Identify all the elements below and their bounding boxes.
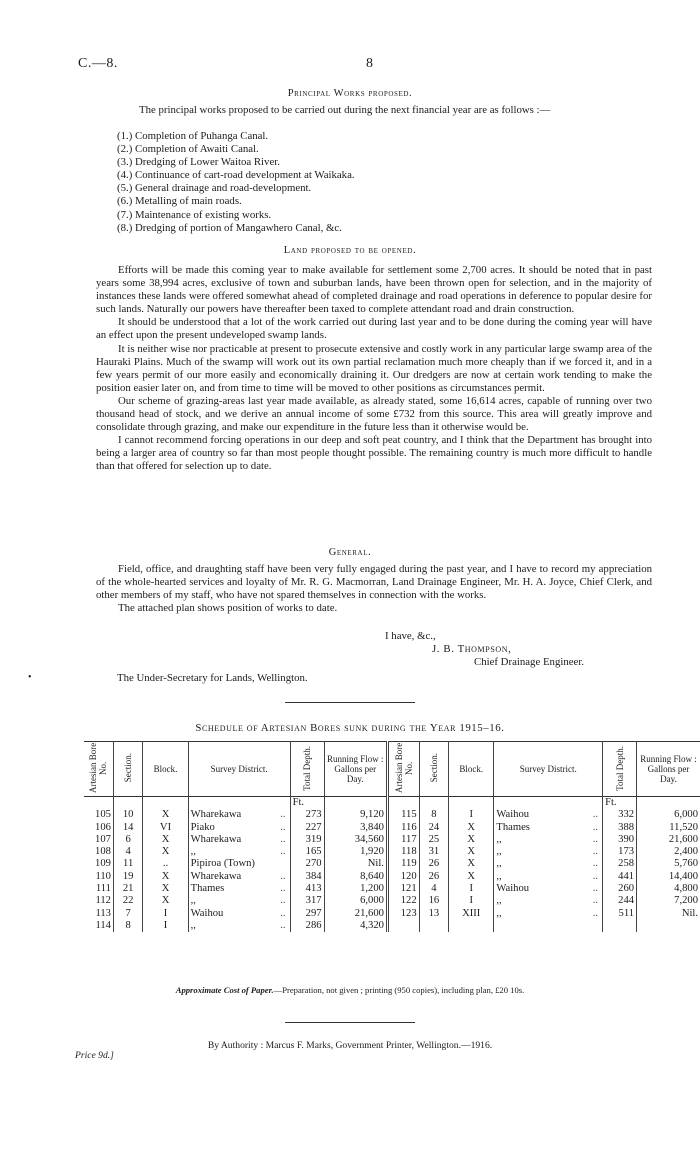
total-depth-cell: 244 [603,895,637,907]
total-depth-cell: 388 [603,822,637,834]
district-name: ,, [496,907,502,919]
district-name: ,, [496,895,502,907]
works-item: (2.) Completion of Awaiti Canal. [117,143,259,156]
col-header-depth: Total Depth. [614,745,625,791]
block-number-cell: X [143,809,188,821]
paper-cost-text: —Preparation, not given ; printing (950 copies), including plan, £20 10s. [273,985,525,995]
district-name: Wharekawa [190,809,242,821]
bore-number-cell: 113 [95,907,111,919]
table-body [84,797,700,933]
district-name: Waihou [190,907,224,919]
paper-cost-note [0,985,700,995]
district-name: ,, [496,846,502,858]
running-flow-cell: 21,600 [637,834,700,846]
total-depth-cell: 441 [603,871,637,883]
survey-district-cell [494,846,603,858]
bore-number-cell: 105 [95,809,111,821]
running-flow-cell: 1,920 [324,846,387,858]
bore-number-cell: 108 [95,846,111,858]
running-flow-cell: 9,120 [324,809,387,821]
schedule-title: Schedule of Artesian Bores sunk during the Year 1915–16. [195,722,505,734]
works-item: (7.) Maintenance of existing works. [117,208,272,221]
leader-dots: .. [280,919,286,931]
land-paragraph: It is neither wise nor practicable at present to prosecute extensive and costly work in any particular large swamp area of the Hauraki Plains. Much of the swamp will work out its own partial reclamation much more cheaply than if we forced it, and in a few years permit of our more easily and economically draining it. Our dredgers are now at certain work tending to make the position easier later on, and from time to time will be moved to other positions as circumstances permit. [96,342,652,394]
table-row [84,883,700,895]
total-depth-cell: 227 [290,822,324,834]
total-depth-cell: 390 [603,834,637,846]
section-number-cell: 8 [419,809,448,821]
running-flow-cell: 11,520 [637,822,700,834]
leader-dots: .. [592,858,599,870]
artesian-bores-table [84,741,700,932]
table-row [84,920,700,932]
survey-district-cell [188,846,290,858]
district-name: Wharekawa [190,833,242,845]
survey-district-cell [494,883,603,895]
col-header-flow: Running Flow : Gallons per Day. [637,742,700,797]
running-flow-cell: 6,000 [637,809,700,821]
total-depth-cell: 332 [603,809,637,821]
running-flow-cell: Nil. [637,908,700,920]
depth-unit: Ft. [290,797,324,810]
bore-number-cell [387,920,419,932]
bore-number-cell: 115 [387,809,419,821]
bore-number-cell: 119 [387,858,419,870]
bore-number-cell: 106 [95,821,111,833]
section-number-cell: 26 [419,858,448,870]
works-item: (5.) General drainage and road-development. [117,182,312,195]
bore-number-cell: 122 [387,895,419,907]
leader-dots: .. [592,821,599,833]
works-heading: Principal Works proposed. [287,88,413,99]
district-name: Piako [190,821,215,833]
total-depth-cell: 317 [290,895,324,907]
total-depth-cell: 258 [603,858,637,870]
section-number-cell: 16 [419,895,448,907]
leader-dots: .. [592,907,599,919]
leader-dots: .. [280,907,286,919]
survey-district-cell [494,920,603,932]
block-number-cell [449,920,494,932]
table-header-row [84,742,700,797]
col-header-depth: Total Depth. [302,745,313,791]
divider [285,702,415,703]
table-row [84,822,700,834]
general-heading: General. [328,547,372,558]
table-row [84,895,700,907]
survey-district-cell [494,822,603,834]
section-number-cell: 10 [113,809,142,821]
section-number-cell: 26 [419,871,448,883]
price: Price 9d.] [75,1050,114,1061]
survey-district-cell [188,822,290,834]
bore-number-cell: 109 [95,858,111,870]
divider [285,1022,415,1023]
table-row [84,908,700,920]
district-name: ,, [496,858,502,870]
running-flow-cell: 8,640 [324,871,387,883]
survey-district-cell [494,871,603,883]
block-number-cell: I [449,809,494,821]
bore-number-cell: 110 [95,870,111,882]
bore-number-cell: 118 [387,846,419,858]
section-number-cell: 7 [113,908,142,920]
margin-mark: • [28,672,32,683]
section-number-cell: 25 [419,834,448,846]
col-header-section: Section. [123,753,134,783]
section-number-cell: 24 [419,822,448,834]
block-number-cell: X [449,846,494,858]
survey-district-cell [188,883,290,895]
signature-closing: I have, &c., [385,630,436,642]
running-flow-cell: 14,400 [637,871,700,883]
running-flow-cell: 21,600 [324,908,387,920]
running-flow-cell: 7,200 [637,895,700,907]
district-name: Thames [190,883,225,895]
district-name: Pipiroa (Town) [190,858,255,870]
land-heading: Land proposed to be opened. [283,245,417,256]
section-number-cell: 11 [113,858,142,870]
district-name: ,, [496,870,502,882]
district-name: Waihou [496,883,530,895]
land-paragraph: Efforts will be made this coming year to make available for settlement some 2,700 acres. It should be noted that in past years some 38,994 acres, exclusive of town and suburban lands, have been thrown open for selection, and in the majority of instances these lands were offered somewhat ahead of completed drainage and road operations in deference to popular desire for such lands. Naturally our powers have thereafter been taxed to complete attendant road and drain construction. [96,264,652,316]
survey-district-cell [188,920,290,932]
bore-number-cell: 111 [95,883,111,895]
total-depth-cell: 384 [290,871,324,883]
block-number-cell: VI [143,822,188,834]
general-paragraph: Field, office, and draughting staff have been very fully engaged during the past year, and I have to record my appreciation of the whole-hearted services and loyalty of Mr. R. G. Macmorran, Land Drainage Engineer, Mr. H. A. Joyce, Chief Clerk, and other members of my staff, who have not spared themselves in connection with the works. [96,563,652,602]
land-section [96,264,652,474]
survey-district-cell [494,834,603,846]
table-row [84,858,700,870]
section-number-cell: 31 [419,846,448,858]
total-depth-cell [603,920,637,932]
leader-dots: .. [592,833,599,845]
district-name: ,, [190,919,196,931]
table-row [84,871,700,883]
table-row [84,809,700,821]
survey-district-cell [188,871,290,883]
section-number-cell: 22 [113,895,142,907]
block-number-cell: I [143,908,188,920]
leader-dots: .. [280,833,286,845]
land-paragraph: I cannot recommend forcing operations in our deep and soft peat country, and I think that the Department has brought into being a larger area of country so far than most people thought possible. The remaining country is much more difficult to handle than that offered for selection up to date. [96,434,652,473]
block-number-cell: I [143,920,188,932]
works-item: (3.) Dredging of Lower Waitoa River. [117,156,280,169]
section-number-cell [419,920,448,932]
leader-dots: .. [280,821,286,833]
total-depth-cell: 511 [603,908,637,920]
block-number-cell: X [449,822,494,834]
section-number-cell: 8 [113,920,142,932]
survey-district-cell [188,908,290,920]
land-paragraph: Our scheme of grazing-areas last year made available, as already stated, some 16,614 acres, capable of running over two thousand head of stock, and we derive an annual income of some £732 from this source. This area will greatly improve and consolidate through grazing, and make our expenditure in the future less than it otherwise would be. [96,394,652,434]
total-depth-cell: 165 [290,846,324,858]
survey-district-cell [494,858,603,870]
col-header-flow: Running Flow : Gallons per Day. [324,742,387,797]
col-header-block: Block. [143,742,188,797]
district-name: ,, [190,846,196,858]
col-header-bore: Artesian Bore No. [393,742,414,794]
block-number-cell: X [143,871,188,883]
district-name: Thames [496,821,530,833]
district-name: Wharekawa [190,870,242,882]
signature-title: Chief Drainage Engineer. [474,656,585,668]
works-intro: The principal works proposed to be carried out during the next financial year are as follows :— [139,104,551,116]
col-header-district: Survey District. [494,742,603,797]
block-number-cell: X [449,871,494,883]
block-number-cell: X [449,834,494,846]
survey-district-cell [188,834,290,846]
section-number-cell: 4 [113,846,142,858]
block-number-cell: X [143,883,188,895]
depth-unit: Ft. [603,797,637,810]
col-header-district: Survey District. [188,742,290,797]
section-number-cell: 14 [113,822,142,834]
land-paragraph: It should be understood that a lot of the work carried out during last year and to be done during the coming year will have an effect upon the present undeveloped swamp lands. [96,316,652,342]
running-flow-cell: 2,400 [637,846,700,858]
district-name: Waihou [496,809,530,821]
block-number-cell: I [449,895,494,907]
running-flow-cell: Nil. [324,858,387,870]
bore-number-cell: 120 [387,871,419,883]
bore-number-cell: 112 [95,895,111,907]
running-flow-cell: 6,000 [324,895,387,907]
col-header-bore: Artesian Bore No. [88,742,109,794]
block-number-cell: X [449,858,494,870]
running-flow-cell: 4,320 [324,920,387,932]
general-section [96,563,652,615]
works-item: (8.) Dredging of portion of Mangawhero Canal, &c. [117,221,342,234]
survey-district-cell [494,809,603,821]
leader-dots: .. [592,883,599,895]
section-number-cell: 4 [419,883,448,895]
block-number-cell: .. [143,858,188,870]
works-item: (1.) Completion of Puhanga Canal. [117,130,269,142]
bore-number-cell: 121 [387,883,419,895]
leader-dots: .. [592,846,599,858]
running-flow-cell: 1,200 [324,883,387,895]
section-number-cell: 21 [113,883,142,895]
total-depth-cell: 297 [290,908,324,920]
signature-name: J. B. Thompson, [432,643,512,655]
total-depth-cell: 260 [603,883,637,895]
col-header-block: Block. [449,742,494,797]
page-number: 8 [366,56,373,71]
bore-number-cell: 123 [387,908,419,920]
survey-district-cell [188,895,290,907]
leader-dots: .. [280,846,286,858]
running-flow-cell: 34,560 [324,834,387,846]
col-header-section: Section. [428,753,439,783]
table-row [84,846,700,858]
total-depth-cell: 273 [290,809,324,821]
block-number-cell: X [143,834,188,846]
total-depth-cell: 173 [603,846,637,858]
works-intro-block [117,104,653,117]
leader-dots: .. [280,895,286,907]
total-depth-cell: 270 [290,858,324,870]
units-row [84,797,700,810]
bore-number-cell: 116 [387,822,419,834]
survey-district-cell [494,895,603,907]
total-depth-cell: 286 [290,920,324,932]
works-item: (6.) Metalling of main roads. [117,195,242,208]
block-number-cell: I [449,883,494,895]
document-reference: C.—8. [78,56,118,71]
works-item: (4.) Continuance of cart-road development at Waikaka. [117,169,355,182]
bore-number-cell: 107 [95,833,111,845]
leader-dots: .. [592,870,599,882]
works-list [117,130,653,235]
survey-district-cell [188,809,290,821]
general-paragraph: The attached plan shows position of works to date. [118,602,338,615]
printer-authority: By Authority : Marcus F. Marks, Government Printer, Wellington.—1916. [207,1040,493,1051]
leader-dots: .. [592,809,599,821]
bore-number-cell: 117 [387,834,419,846]
leader-dots: .. [280,809,286,821]
district-name: ,, [190,895,196,907]
total-depth-cell: 319 [290,834,324,846]
paper-cost-label: Approximate Cost of Paper. [175,985,274,995]
district-name: ,, [496,833,502,845]
running-flow-cell: 5,760 [637,858,700,870]
block-number-cell: X [143,895,188,907]
leader-dots: .. [280,883,286,895]
addressee: The Under-Secretary for Lands, Wellington. [117,672,308,684]
block-number-cell: X [143,846,188,858]
survey-district-cell [188,858,290,870]
table-row [84,834,700,846]
survey-district-cell [494,908,603,920]
running-flow-cell [637,920,700,932]
block-number-cell: XIII [449,908,494,920]
running-flow-cell: 4,800 [637,883,700,895]
leader-dots: .. [280,870,286,882]
leader-dots: .. [592,895,599,907]
section-number-cell: 13 [419,908,448,920]
bore-number-cell: 114 [95,919,111,931]
section-number-cell: 19 [113,871,142,883]
running-flow-cell: 3,840 [324,822,387,834]
section-number-cell: 6 [113,834,142,846]
total-depth-cell: 413 [290,883,324,895]
